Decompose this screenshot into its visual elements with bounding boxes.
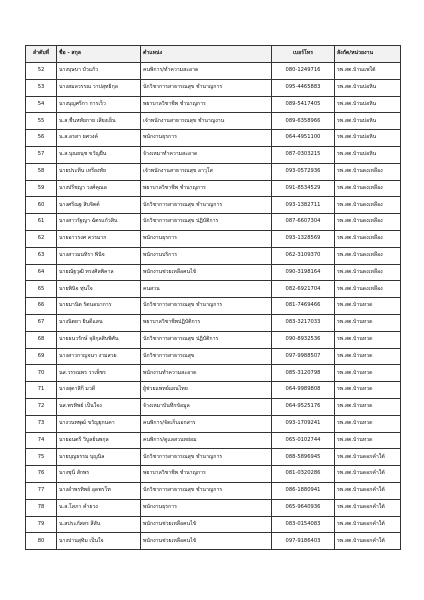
cell-phone: 093-1382711: [272, 197, 335, 214]
cell-phone: 081-7469466: [272, 298, 335, 315]
cell-position: นักวิชาการสาธารณสุข ชำนาญการ: [141, 197, 272, 214]
cell-position: พนักงานช่วยเหลือคนไข้: [141, 264, 272, 281]
table-row: [26, 163, 401, 180]
cell-name: นายอาวรงศ ควรมาก: [57, 230, 141, 247]
cell-unit: รพ.สต.บ้านดงเหลือง: [335, 281, 401, 298]
cell-position: คนพิการ/ทำความสะอาด: [141, 63, 272, 80]
cell-unit: รพ.สต.บ้านดอกคำใต้: [335, 499, 401, 516]
cell-position: คนสวน: [141, 281, 272, 298]
cell-name: นางศรีณฐ สิบจิตต์: [57, 197, 141, 214]
table-row: [26, 466, 401, 483]
table-row: [26, 499, 401, 516]
cell-position: เจ้าพนักงานสาธารณสุข อาวุโส: [141, 163, 272, 180]
cell-no: 53: [26, 79, 57, 96]
table-row: [26, 365, 401, 382]
cell-unit: รพ.สต.บ้านหวด: [335, 382, 401, 399]
table-row: [26, 281, 401, 298]
cell-position: ผู้ช่วยแพทย์แผนไทย: [141, 382, 272, 399]
cell-phone: 097-9988507: [272, 348, 335, 365]
cell-unit: รพ.สต.บ้านบ่อหิน: [335, 79, 401, 96]
cell-name: นส.พรทิพย์ เป็นใจง: [57, 398, 141, 415]
cell-no: 69: [26, 348, 57, 365]
cell-phone: 093-1328569: [272, 230, 335, 247]
header-phone: เบอร์โทร: [272, 46, 335, 63]
cell-unit: รพ.สต.บ้านดงเหลือง: [335, 247, 401, 264]
table-row: [26, 533, 401, 550]
cell-position: พยาบาลวิชาชีพปฏิบัติการ: [141, 314, 272, 331]
cell-name: น.ส.ชื่นหทัยกาย เสียงเย็น: [57, 113, 141, 130]
cell-name: นางชุนี สักพร: [57, 466, 141, 483]
table-row: [26, 230, 401, 247]
cell-no: 75: [26, 449, 57, 466]
cell-phone: 085-3120798: [272, 365, 335, 382]
cell-unit: รพ.สต.บ้านบ่อหิน: [335, 113, 401, 130]
cell-name: นายประทีน เหรียงทัย: [57, 163, 141, 180]
cell-phone: 064-9525176: [272, 398, 335, 415]
cell-unit: รพ.สต.บ้านดอกคำใต้: [335, 449, 401, 466]
cell-unit: รพ.สต.บ้านบ่อหิน: [335, 96, 401, 113]
header-row: [26, 46, 401, 63]
cell-no: 70: [26, 365, 57, 382]
table-row: [26, 113, 401, 130]
cell-no: 66: [26, 298, 57, 315]
table-row: [26, 314, 401, 331]
cell-unit: รพ.สต.บ้านดงเหลือง: [335, 197, 401, 214]
cell-unit: รพ.สต.บ้านดอกคำใต้: [335, 516, 401, 533]
cell-phone: 097-9186403: [272, 533, 335, 550]
cell-name: นายธนวรักษ์ จุลิกุลสิบพิศัน: [57, 331, 141, 348]
header-unit: สังกัด/หน่วยงาน: [335, 46, 401, 63]
cell-position: พนักงานธุรการ: [141, 230, 272, 247]
table-row: [26, 96, 401, 113]
cell-no: 68: [26, 331, 57, 348]
cell-position: พนักงานธุรการ: [141, 130, 272, 147]
cell-unit: รพ.สต.บ้านดอกคำใต้: [335, 466, 401, 483]
cell-phone: 083-3217033: [272, 314, 335, 331]
cell-no: 67: [26, 314, 57, 331]
cell-no: 73: [26, 415, 57, 432]
cell-name: นายมานิต รัตนอนาการ: [57, 298, 141, 315]
cell-unit: รพ.สต.บ้านหวด: [335, 348, 401, 365]
staff-table: [25, 45, 401, 550]
cell-position: พนักงานบริการ: [141, 247, 272, 264]
cell-no: 59: [26, 180, 57, 197]
cell-phone: 064-9989808: [272, 382, 335, 399]
cell-no: 79: [26, 516, 57, 533]
cell-unit: รพ.สต.บ้านบ่อหิน: [335, 130, 401, 147]
cell-position: นักวิชาการสาธารณสุข: [141, 348, 272, 365]
cell-no: 78: [26, 499, 57, 516]
table-row: [26, 180, 401, 197]
cell-position: นักวิชาการสาธารณสุข ชำนาญการ: [141, 449, 272, 466]
cell-phone: 089-6358966: [272, 113, 335, 130]
cell-unit: รพ.สต.บ้านดอกคำใต้: [335, 533, 401, 550]
table-row: [26, 264, 401, 281]
cell-unit: รพ.สต.บ้านดงเหลือง: [335, 180, 401, 197]
cell-name: นางสุดาสิกี มวดี: [57, 382, 141, 399]
cell-no: 56: [26, 130, 57, 147]
table-row: [26, 63, 401, 80]
cell-position: นักวิชาการสาธารณสุข ชำนาญการ: [141, 482, 272, 499]
cell-position: พนักงานทำความสะอาด: [141, 365, 272, 382]
cell-no: 72: [26, 398, 57, 415]
cell-name: นายอนตรี วิบูลย์นพกุล: [57, 432, 141, 449]
cell-no: 52: [26, 63, 57, 80]
cell-phone: 093-0572936: [272, 163, 335, 180]
cell-no: 80: [26, 533, 57, 550]
cell-no: 57: [26, 146, 57, 163]
cell-name: น.ส.บุณยนุช ขวัญยืน: [57, 146, 141, 163]
cell-unit: รพ.สต.บ้านดอกคำใต้: [335, 482, 401, 499]
table-row: [26, 482, 401, 499]
cell-phone: 065-0102744: [272, 432, 335, 449]
cell-position: นักวิชาการสาธารณสุข ปฏิบัติการ: [141, 331, 272, 348]
table-row: [26, 146, 401, 163]
cell-position: พนักงานช่วยเหลือคนไข้: [141, 533, 272, 550]
table-row: [26, 348, 401, 365]
cell-position: จ้างเหมาทำความสะอาด: [141, 146, 272, 163]
table-row: [26, 214, 401, 231]
cell-no: 64: [26, 264, 57, 281]
cell-position: พนักงานธุรการ: [141, 499, 272, 516]
cell-name: นางบุษบา บัวแก้ว: [57, 63, 141, 80]
cell-unit: รพ.สต.บ้านดงเหลือง: [335, 230, 401, 247]
cell-phone: 090-8932536: [272, 331, 335, 348]
table-row: [26, 516, 401, 533]
cell-unit: รพ.สต.บ้านดงเหลือง: [335, 163, 401, 180]
cell-name: นส.วรรณพร วาเพ็ชร: [57, 365, 141, 382]
table-row: [26, 197, 401, 214]
cell-position: นักวิชาการสาธารณสุข ชำนาญการ: [141, 79, 272, 96]
cell-phone: 062-3109370: [272, 247, 335, 264]
cell-unit: รพ.สต.บ้านดงเหลือง: [335, 264, 401, 281]
table-row: [26, 130, 401, 147]
cell-name: นางปานสุทิม เป็นใจ: [57, 533, 141, 550]
cell-unit: รพ.สต.บ้านหวด: [335, 365, 401, 382]
cell-name: นายณัฐวุฒิ ทรงศิลพิคาล: [57, 264, 141, 281]
cell-name: น.สประภัสสร สีสัน: [57, 516, 141, 533]
table-row: [26, 79, 401, 96]
cell-name: นางสมลวรรณ วาปสุทธิกุล: [57, 79, 141, 96]
table-body: [26, 63, 401, 550]
cell-name: นางปรีชญา วงศ์คุณล: [57, 180, 141, 197]
cell-phone: 081-0320286: [272, 466, 335, 483]
cell-phone: 083-0154083: [272, 516, 335, 533]
cell-phone: 082-6921704: [272, 281, 335, 298]
cell-position: พยาบาลวิชาชีพ ชำนาญการ: [141, 180, 272, 197]
table-row: [26, 382, 401, 399]
cell-unit: รพ.สต.บ้านหวด: [335, 314, 401, 331]
cell-name: นายพินิจ ทุ่นใจ: [57, 281, 141, 298]
cell-name: นายบุญธรรม บุญนิล: [57, 449, 141, 466]
cell-phone: 065-9640936: [272, 499, 335, 516]
cell-phone: 087-6607304: [272, 214, 335, 231]
cell-no: 74: [26, 432, 57, 449]
cell-name: นางสาวรัฐญา ฉัตรแก้วสิน: [57, 214, 141, 231]
cell-no: 77: [26, 482, 57, 499]
cell-name: น.ส.โสภา คำยวง: [57, 499, 141, 516]
cell-phone: 091-8534529: [272, 180, 335, 197]
cell-no: 65: [26, 281, 57, 298]
cell-position: พยาบาลวิชาชีพ ชำนาญการ: [141, 466, 272, 483]
cell-name: นางอำพรทิพย์ อุดพรโท: [57, 482, 141, 499]
cell-no: 76: [26, 466, 57, 483]
cell-name: นางวนทพุฒ์ ขวัญยุกนคา: [57, 415, 141, 432]
header-position: ตำแหน่ง: [141, 46, 272, 63]
cell-position: คนพิการ/ดูแลสวนหย่อม: [141, 432, 272, 449]
cell-no: 60: [26, 197, 57, 214]
cell-phone: 090-3198164: [272, 264, 335, 281]
cell-phone: 095-4465883: [272, 79, 335, 96]
cell-phone: 064-4951100: [272, 130, 335, 147]
cell-position: คนพิการ/จัดเก็บเอกสาร: [141, 415, 272, 432]
cell-name: นางสาวกาญจนา งามสวย: [57, 348, 141, 365]
cell-phone: 089-5417405: [272, 96, 335, 113]
cell-phone: 086-1880941: [272, 482, 335, 499]
cell-name: น.ส.อรสา ยศวงค์: [57, 130, 141, 147]
cell-position: พยาบาลวิชาชีพ ชำนาญการ: [141, 96, 272, 113]
cell-name: นางนิตยา ยินดีแสน: [57, 314, 141, 331]
cell-position: พนักงานช่วยเหลือคนไข้: [141, 516, 272, 533]
table-row: [26, 415, 401, 432]
cell-unit: รพ.สต.บ้านหวด: [335, 331, 401, 348]
cell-phone: 088-5896945: [272, 449, 335, 466]
cell-no: 58: [26, 163, 57, 180]
cell-unit: รพ.สต.บ้านหวด: [335, 398, 401, 415]
cell-no: 71: [26, 382, 57, 399]
table-row: [26, 432, 401, 449]
cell-no: 62: [26, 230, 57, 247]
cell-position: เจ้าพนักงานสาธารณสุข ชำนาญงาน: [141, 113, 272, 130]
cell-unit: รพ.สต.บ้านหวด: [335, 298, 401, 315]
header-no: ลำดับที่: [26, 46, 57, 63]
cell-phone: 087-0303215: [272, 146, 335, 163]
cell-phone: 080-1249716: [272, 63, 335, 80]
table-row: [26, 398, 401, 415]
cell-position: นักวิชาการสาธารณสุข ชำนาญการ: [141, 298, 272, 315]
cell-no: 54: [26, 96, 57, 113]
header-name: ชื่อ - สกุล: [57, 46, 141, 63]
cell-unit: รพ.สต.บ้านแพใต้: [335, 63, 401, 80]
cell-unit: รพ.สต.บ้านดงเหลือง: [335, 214, 401, 231]
cell-no: 55: [26, 113, 57, 130]
cell-name: นางสาวมนทิรา พินิจ: [57, 247, 141, 264]
cell-unit: รพ.สต.บ้านหวด: [335, 432, 401, 449]
cell-position: นักวิชาการสาธารณสุข ปฏิบัติการ: [141, 214, 272, 231]
table-row: [26, 331, 401, 348]
cell-unit: รพ.สต.บ้านหวด: [335, 415, 401, 432]
table-header: [26, 46, 401, 63]
table-row: [26, 247, 401, 264]
cell-position: จ้างเหมาบันทึกข้อมูล: [141, 398, 272, 415]
cell-no: 63: [26, 247, 57, 264]
cell-unit: รพ.สต.บ้านบ่อหิน: [335, 146, 401, 163]
cell-phone: 093-1709241: [272, 415, 335, 432]
table-row: [26, 298, 401, 315]
cell-name: นางบุญศรีกา การเร็ว: [57, 96, 141, 113]
table-row: [26, 449, 401, 466]
cell-no: 61: [26, 214, 57, 231]
